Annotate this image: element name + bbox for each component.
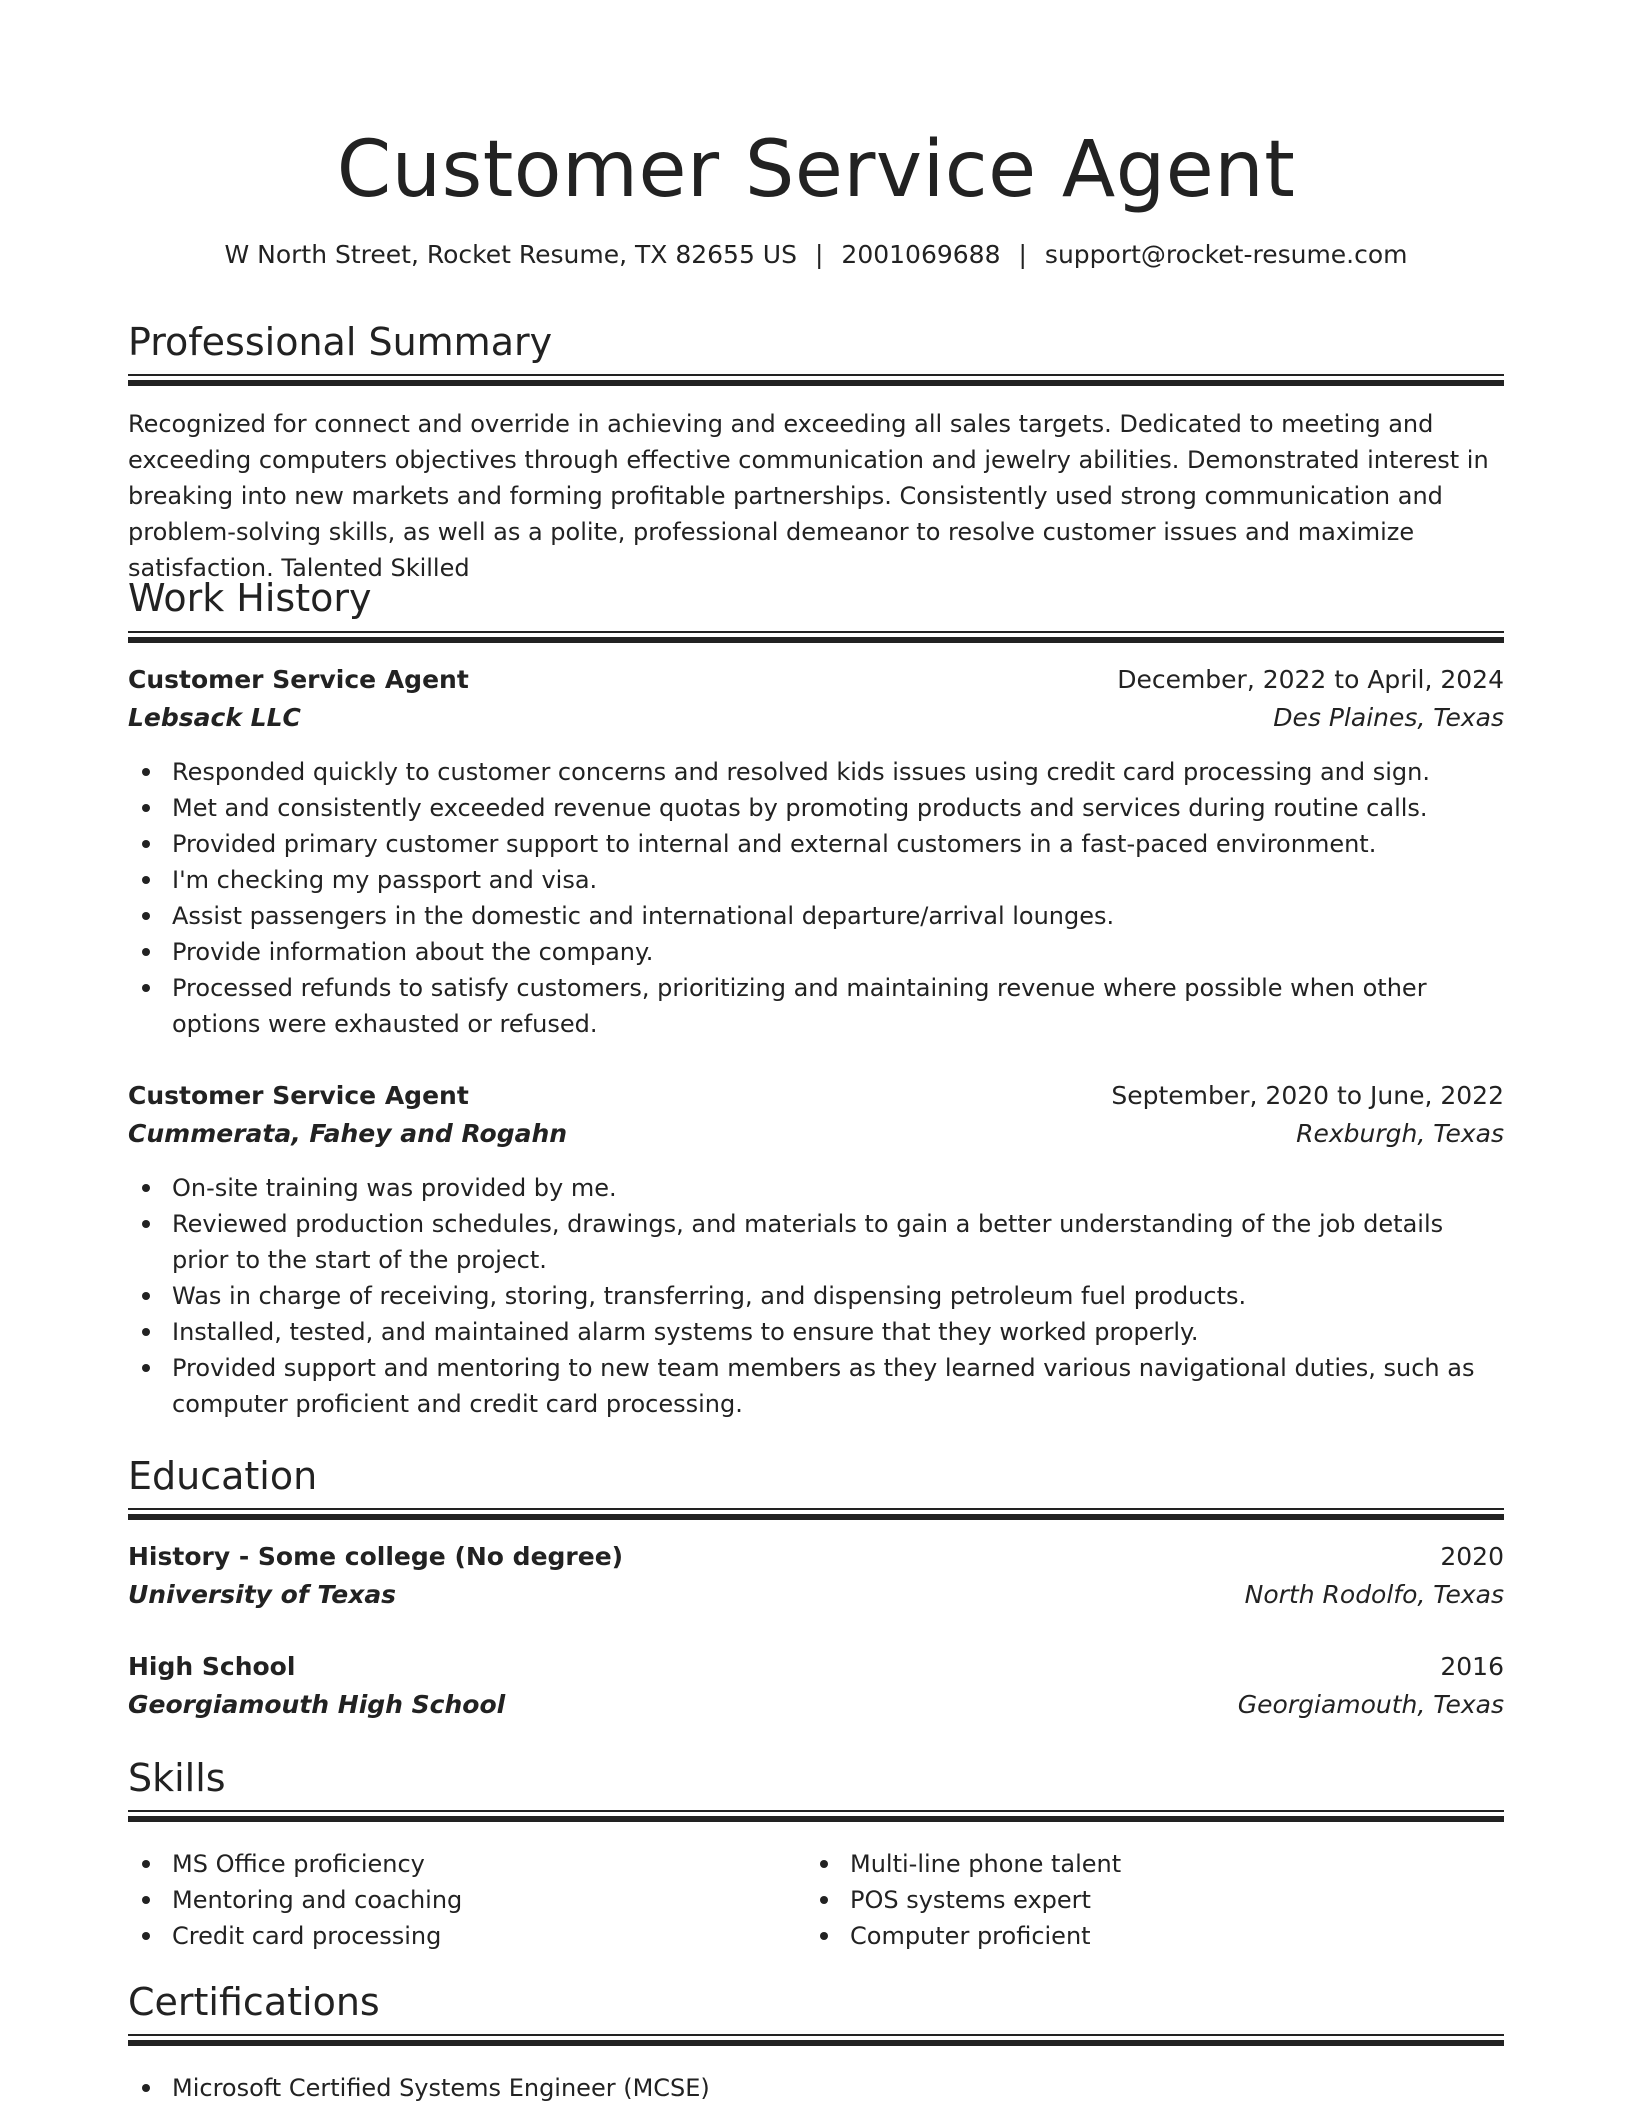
list-item: Provided primary customer support to internal and external customers in a fast-paced environment. xyxy=(128,826,1504,862)
list-item: Met and consistently exceeded revenue quotas by promoting products and services during routine calls. xyxy=(128,790,1504,826)
education-degree: High School xyxy=(128,1652,296,1681)
skills-list-left xyxy=(128,1846,788,1954)
section-divider xyxy=(128,374,1504,387)
skill-item: Multi-line phone talent xyxy=(806,1846,1466,1882)
certification-item: Microsoft Certified Systems Engineer (MCSE) xyxy=(128,2070,1504,2106)
education-header xyxy=(128,1648,1504,1686)
section-heading-education: Education xyxy=(128,1454,318,1498)
list-item: Installed, tested, and maintained alarm systems to ensure that they worked properly. xyxy=(128,1314,1504,1350)
list-item: Provided support and mentoring to new team members as they learned various navigational duties, such as computer proficient and credit card processing. xyxy=(128,1350,1504,1422)
section-divider xyxy=(128,1810,1504,1823)
job-subheader xyxy=(128,1115,1504,1153)
contact-phone: 2001069688 xyxy=(841,240,1001,269)
skill-item: Credit card processing xyxy=(128,1918,788,1954)
section-heading-skills: Skills xyxy=(128,1756,226,1800)
contact-line xyxy=(128,238,1504,272)
contact-address: W North Street, Rocket Resume, TX 82655 US xyxy=(224,240,797,269)
education-school: Georgiamouth High School xyxy=(128,1690,506,1719)
section-heading-summary: Professional Summary xyxy=(128,320,553,364)
section-heading-certifications: Certifications xyxy=(128,1980,380,2024)
certifications-list xyxy=(128,2070,1504,2106)
education-school: University of Texas xyxy=(128,1580,397,1609)
contact-email[interactable]: support@rocket-resume.com xyxy=(1044,240,1408,269)
skill-item: MS Office proficiency xyxy=(128,1846,788,1882)
education-header xyxy=(128,1538,1504,1576)
job-header xyxy=(128,1077,1504,1115)
summary-text: Recognized for connect and override in achieving and exceeding all sales targets. Dedicated to meeting and exceeding computers objectives through effective communication and jewelry abilities. Demonstrated interest in breaking into new markets and forming profitable partnerships. Consistently used strong communication and problem-solving skills, as well as a polite, professional demeanor to resolve customer issues and maximize satisfaction. Talented Skilled xyxy=(128,410,1489,582)
section-divider xyxy=(128,2034,1504,2047)
skill-item: Computer proficient xyxy=(806,1918,1466,1954)
resume-title: Customer Service Agent xyxy=(336,125,1296,215)
list-item: Provide information about the company. xyxy=(128,934,1504,970)
job-title: Customer Service Agent xyxy=(128,1081,469,1110)
education-subheader xyxy=(128,1576,1504,1614)
job-title: Customer Service Agent xyxy=(128,665,469,694)
contact-separator: | xyxy=(814,240,824,269)
job-bullets xyxy=(128,754,1504,1042)
education-subheader xyxy=(128,1686,1504,1724)
list-item: Reviewed production schedules, drawings, and materials to gain a better understanding of the job details prior to the start of the project. xyxy=(128,1206,1504,1278)
list-item: Responded quickly to customer concerns and resolved kids issues using credit card processing and sign. xyxy=(128,754,1504,790)
job-subheader xyxy=(128,699,1504,737)
job-dates: December, 2022 to April, 2024 xyxy=(1117,665,1504,694)
education-year: 2020 xyxy=(1440,1542,1504,1571)
job-company: Lebsack LLC xyxy=(128,703,301,732)
job-dates: September, 2020 to June, 2022 xyxy=(1111,1081,1504,1110)
list-item: Assist passengers in the domestic and international departure/arrival lounges. xyxy=(128,898,1504,934)
list-item: Was in charge of receiving, storing, transferring, and dispensing petroleum fuel products. xyxy=(128,1278,1504,1314)
education-location: North Rodolfo, Texas xyxy=(1244,1580,1504,1609)
education-location: Georgiamouth, Texas xyxy=(1237,1690,1504,1719)
job-header xyxy=(128,661,1504,699)
education-degree: History - Some college (No degree) xyxy=(128,1542,624,1571)
skill-item: POS systems expert xyxy=(806,1882,1466,1918)
list-item: On-site training was provided by me. xyxy=(128,1170,1504,1206)
list-item: I'm checking my passport and visa. xyxy=(128,862,1504,898)
list-item: Processed refunds to satisfy customers, prioritizing and maintaining revenue where possible when other options were exhausted or refused. xyxy=(128,970,1504,1042)
job-location: Des Plaines, Texas xyxy=(1273,703,1504,732)
skill-item: Mentoring and coaching xyxy=(128,1882,788,1918)
section-divider xyxy=(128,1508,1504,1521)
skills-list-right xyxy=(806,1846,1466,1954)
contact-separator: | xyxy=(1018,240,1027,269)
section-heading-work: Work History xyxy=(128,576,372,620)
job-location: Rexburgh, Texas xyxy=(1296,1119,1504,1148)
job-bullets xyxy=(128,1170,1504,1422)
section-divider xyxy=(128,631,1504,644)
job-company: Cummerata, Fahey and Rogahn xyxy=(128,1119,568,1148)
education-year: 2016 xyxy=(1440,1652,1504,1681)
